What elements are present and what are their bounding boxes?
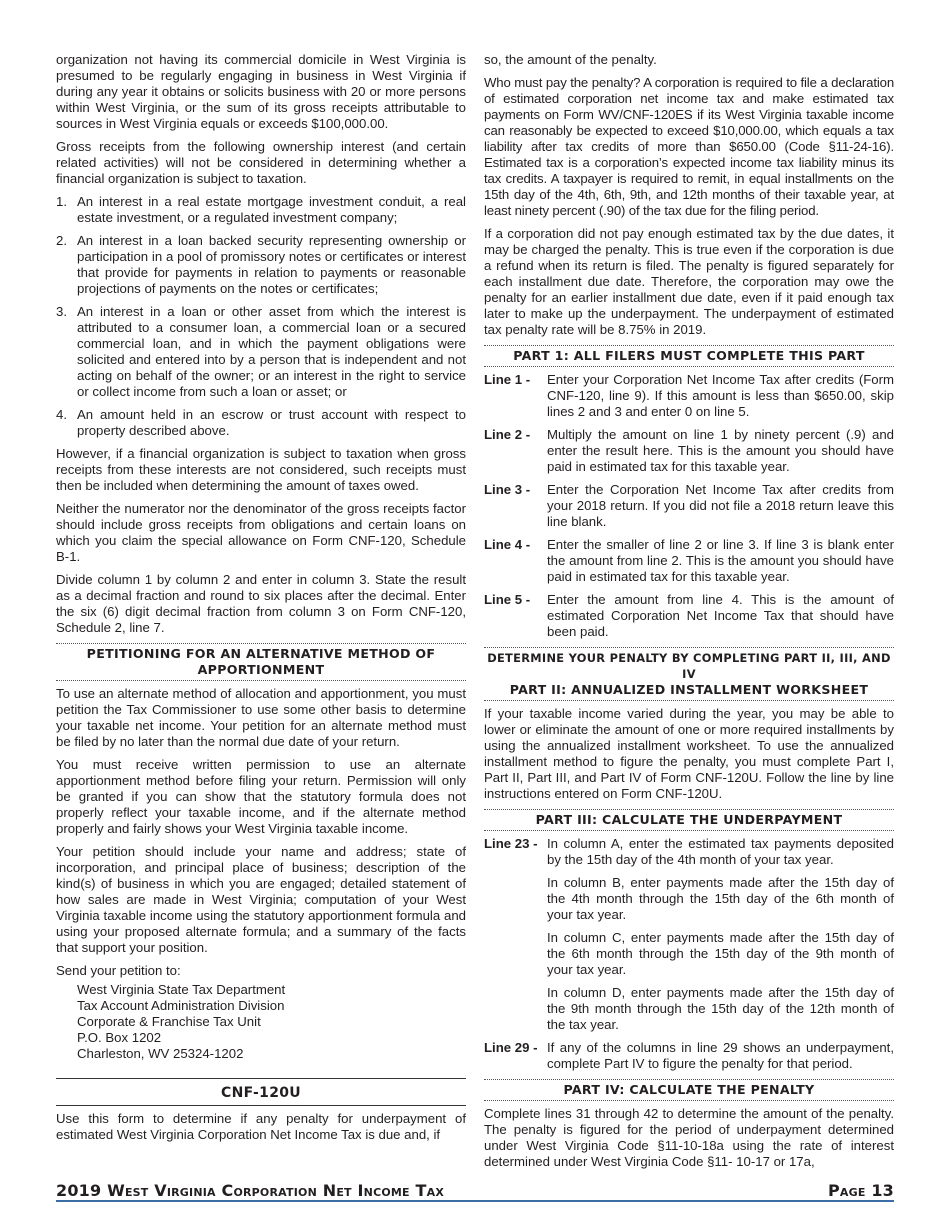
paragraph: Divide column 1 by column 2 and enter in column 3. State the result as a decimal fraction and round to six places after the decimal. Enter the six (6) digit decimal fraction from column 3 on Form CNF-120, Schedule 2, line 7.	[56, 572, 466, 635]
section-heading-part4: PART IV: CALCULATE THE PENALTY	[484, 1079, 894, 1101]
paragraph: In column B, enter payments made after the 15th day of the 4th month through the 15th day of the 6th month of your tax year.	[547, 875, 894, 922]
page-footer	[56, 1178, 894, 1202]
section-heading-determine: DETERMINE YOUR PENALTY BY COMPLETING PART II, III, AND IV	[484, 647, 894, 682]
page-number: Page 13	[827, 1181, 894, 1200]
section-heading-part2: PART II: ANNUALIZED INSTALLMENT WORKSHEET	[484, 682, 894, 701]
list-item: 1. An interest in a real estate mortgage investment conduit, a real estate investment, or a regulated investment company;	[56, 194, 466, 225]
paragraph: Complete lines 31 through 42 to determine the amount of the penalty. The penalty is figured for the period of underpayment determined under West Virginia Code §11-10-18a using the rate of interest determined under West Virginia Code §11- 10-17 or 17a,	[484, 1106, 894, 1169]
line-instruction: Line 3 - Enter the Corporation Net Income Tax after credits from your 2018 return. If you did not file a 2018 return leave this line blank.	[484, 482, 894, 529]
paragraph: In column D, enter payments made after the 15th day of the 9th month through the 15th day of the 12th month of the tax year.	[547, 985, 894, 1032]
line-instruction: Line 23 - In column A, enter the estimated tax payments deposited by the 15th day of the 4th month of your tax year.	[484, 836, 894, 867]
paragraph: To use an alternate method of allocation and apportionment, you must petition the Tax Commissioner to use some other basis to determine your taxable net income. Your petition for an alternate method must be filed by no later than the normal due date of your return.	[56, 686, 466, 749]
right-column	[484, 52, 894, 1177]
paragraph: You must receive written permission to use an alternate apportionment method before filing your return. Permission will only be granted if you can show that the statutory formula does not properly reflect your taxable income, and if the alternate method properly and fairly shows your West Virginia taxable income.	[56, 757, 466, 836]
section-heading-form: CNF-120U	[56, 1078, 466, 1106]
paragraph: Send your petition to:	[56, 963, 181, 978]
list-item: 2. An interest in a loan backed security representing ownership or participation in a pool of promissory notes or certificates or interest that provide for payments in relation to payments or reasonable projections of payments on the notes or certificates;	[56, 233, 466, 296]
line-instruction: Line 4 - Enter the smaller of line 2 or line 3. If line 3 is blank enter the amount from line 2. This is the amount you should have paid in estimated tax for this taxable year.	[484, 537, 894, 584]
paragraph: Use this form to determine if any penalty for underpayment of estimated West Virginia Corporation Net Income Tax is due and, if	[56, 1111, 466, 1142]
paragraph: Who must pay the penalty? A corporation is required to file a declaration of estimated corporation net income tax and make estimated tax payments on Form WV/CNF-120ES if its West Virginia taxable income can reasonably be expected to exceed $10,000.00, which equals a tax liability after tax credits of more than $650.00 (Code §11-24-16). Estimated tax is a corporation’s expected income tax liability minus its tax credits. A taxpayer is required to remit, in equal installments on the 15th day of the 4th, 6th, 9th, and 12th months of their taxable year, at least ninety percent (.90) of the tax due for the filing period.	[484, 75, 894, 218]
line-instruction: Line 1 - Enter your Corporation Net Income Tax after credits (Form CNF-120, line 9). If this amount is less than $650.00, skip lines 2 and 3 and enter 0 on line 5.	[484, 372, 894, 419]
paragraph: If a corporation did not pay enough estimated tax by the due dates, it may be charged the penalty. This is true even if the corporation is due a refund when its return is filed. The penalty is figured separately for each installment due date. Therefore, the corporation may owe the penalty for an earlier installment due date, even if it paid enough tax later to make up the underpayment. The underpayment of estimated tax penalty rate will be 8.75% in 2019.	[484, 226, 894, 337]
paragraph: organization not having its commercial domicile in West Virginia is presumed to be regularly engaging in business in West Virginia if during any year it obtains or solicits business with 20 or more persons within West Virginia, or the sum of its gross receipts attributable to sources in West Virginia equals or exceeds $100,000.00.	[56, 52, 466, 131]
paragraph: Neither the numerator nor the denominator of the gross receipts factor should include gross receipts from obligations and certain loans on which you claim the special allowance on Form CNF-120, Schedule B-1.	[56, 501, 466, 564]
section-heading-part1: PART 1: ALL FILERS MUST COMPLETE THIS PART	[484, 345, 894, 367]
list-item: 4. An amount held in an escrow or trust account with respect to property described above.	[56, 407, 466, 438]
paragraph: so, the amount of the penalty.	[484, 52, 657, 67]
paragraph: Gross receipts from the following ownership interest (and certain related activities) will not be considered in determining whether a financial organization is subject to taxation.	[56, 139, 466, 186]
line-instruction: Line 2 - Multiply the amount on line 1 by ninety percent (.9) and enter the result here. This is the amount you should have paid in estimated tax for this taxable year.	[484, 427, 894, 474]
paragraph: In column C, enter payments made after the 15th day of the 6th month through the 15th day of the 9th month of your tax year.	[547, 930, 894, 977]
paragraph: Your petition should include your name and address; state of incorporation, and principal place of business; description of the kind(s) of business in which you are engaged; detailed statement of how sales are made in West Virginia; computation of your West Virginia taxable income using the statutory apportionment formula and using your proposed alternate formula; and a summary of the facts that support your position.	[56, 844, 466, 955]
footer-title: 2019 West Virginia Corporation Net Income Tax	[56, 1181, 445, 1200]
paragraph: If your taxable income varied during the year, you may be able to lower or eliminate the amount of one or more required installments by using the annualized installment worksheet. To use the annualized installment method to figure the penalty, you must complete Part I, Part II, Part III, and Part IV of Form CNF-120U. Follow the line by line instructions entered on Form CNF-120U.	[484, 706, 894, 801]
section-heading-part3: PART III: CALCULATE THE UNDERPAYMENT	[484, 809, 894, 831]
mailing-address: West Virginia State Tax Department Tax Account Administration Division Corporate & Franchise Tax Unit P.O. Box 1202 Charleston, WV 25324-1202	[77, 982, 286, 1061]
paragraph: However, if a financial organization is subject to taxation when gross receipts from these interests are not considered, such receipts must then be included when determining the amount of taxes owed.	[56, 446, 466, 493]
left-column	[56, 52, 466, 1150]
section-heading-petition: PETITIONING FOR AN ALTERNATIVE METHOD OF APPORTIONMENT	[56, 643, 466, 681]
line-instruction: Line 5 - Enter the amount from line 4. This is the amount of estimated Corporation Net Income Tax that should have been paid.	[484, 592, 894, 639]
list-item: 3. An interest in a loan or other asset from which the interest is attributed to a consumer loan, a commercial loan or a secured commercial loan, and in which the payment obligations were solicited and entered into by a person that is independent and not acting on behalf of the owner; or an interest in the right to service or collect income from such a loan or asset; or	[56, 304, 466, 399]
line-instruction: Line 29 - If any of the columns in line 29 shows an underpayment, complete Part IV to figure the penalty for that period.	[484, 1040, 894, 1071]
